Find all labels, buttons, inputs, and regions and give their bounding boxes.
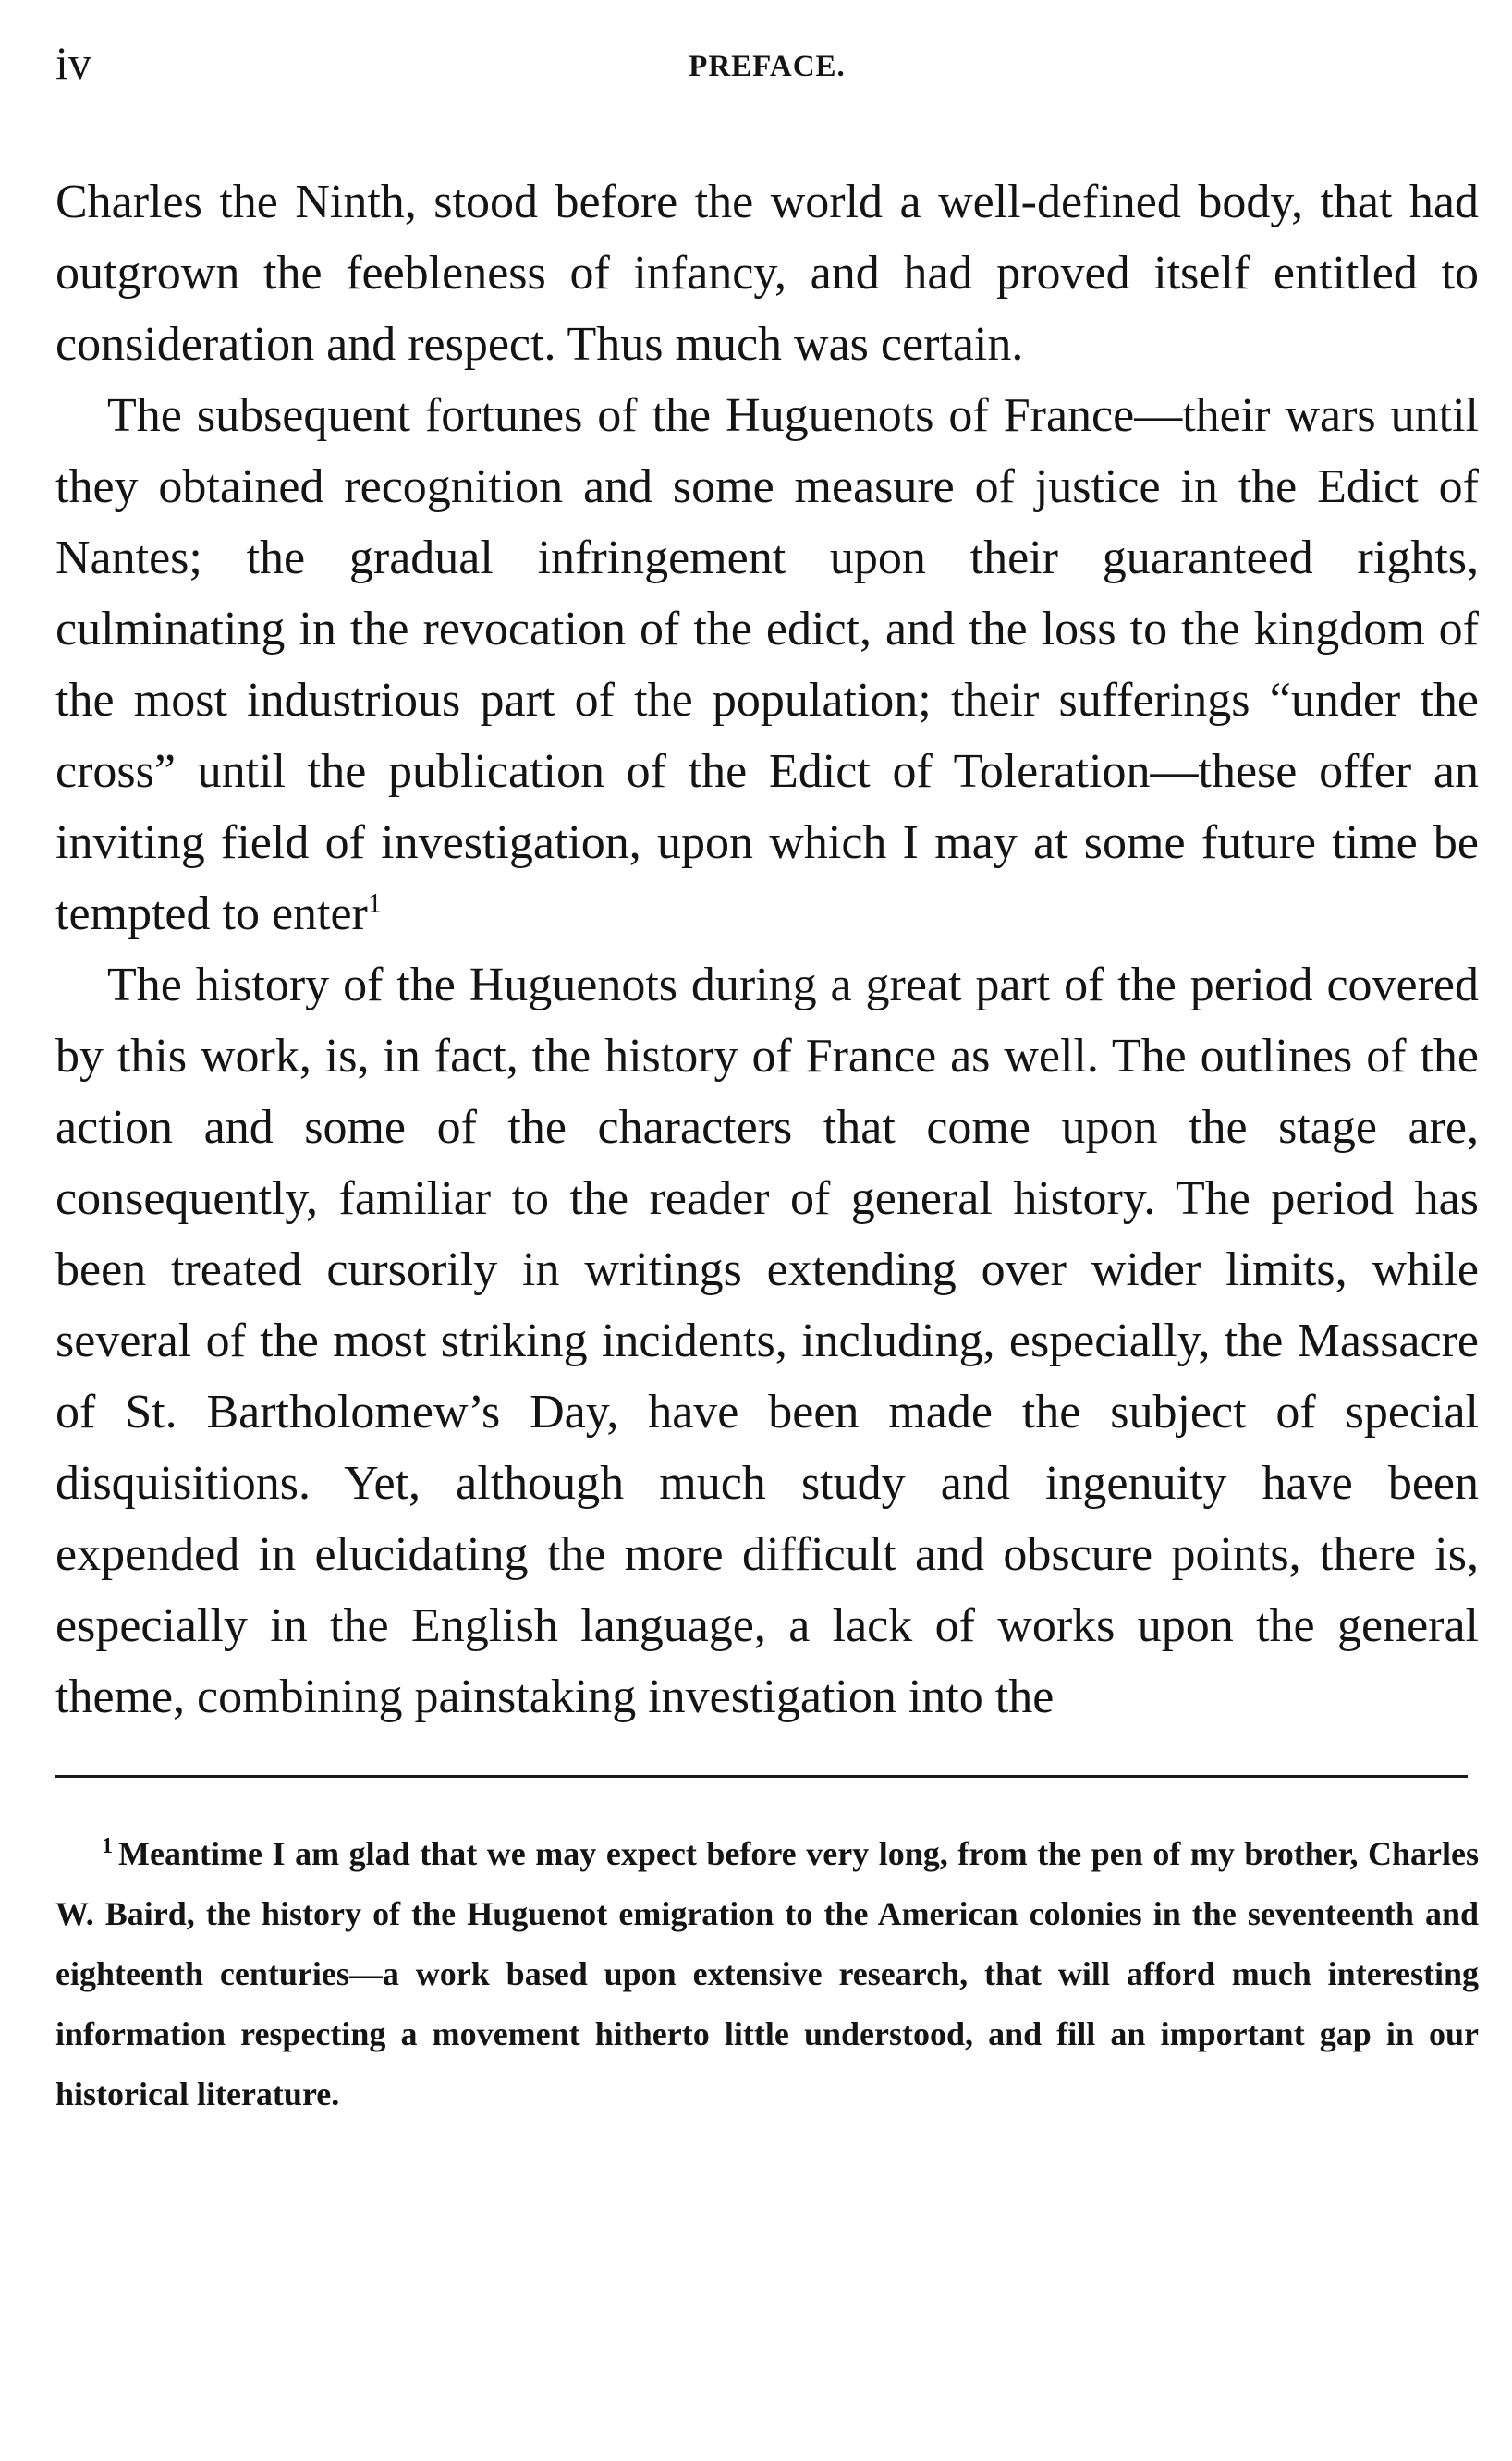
- footnote: [55, 1824, 1479, 2124]
- footnote-reference: 1: [367, 888, 382, 919]
- paragraph-1: [55, 166, 1479, 380]
- body-text: [55, 166, 1479, 1732]
- paragraph-2-text: The subsequent fortunes of the Huguenots of France—their wars until they obtained recognition and some measure of justice in the Edict of Nantes; the gradual infringement upon their guaranteed rights, culminating in the revocation of the edict, and the loss to the kingdom of the most industrious part of the population; their sufferings “under the cross” until the publication of the Edict of Toleration—these offer an inviting field of investigation, upon which I may at some future time be tempted to enter: [55, 389, 1479, 940]
- footnote-mark: 1: [102, 1834, 113, 1858]
- page-number: iv: [55, 37, 91, 89]
- paragraph-2: [55, 380, 1479, 949]
- footnote-text: Meantime I am glad that we may expect before very long, from the pen of my brother, Charles W. Baird, the history of the Huguenot emigration to the American colonies in the seventeenth and eighteenth centuries—a work based upon extensive research, that will afford much interesting information respecting a movement hitherto little understood, and fill an important gap in our historical literature.: [55, 1835, 1479, 2112]
- running-head: PREFACE.: [689, 50, 846, 83]
- footnote-divider: [55, 1775, 1468, 1778]
- page-header: [55, 35, 1479, 100]
- paragraph-3: [55, 949, 1479, 1732]
- paragraph-1-text: Charles the Ninth, stood before the world a well-defined body, that had outgrown the feebleness of infancy, and had proved itself entitled to consideration and respect. Thus much was certain.: [55, 176, 1479, 371]
- book-page: [55, 35, 1479, 2124]
- paragraph-3-text: The history of the Huguenots during a great part of the period covered by this work, is, in fact, the history of France as well. The outlines of the action and some of the characters that come upon the stage are, consequently, familiar to the reader of general history. The period has been treated cursorily in writings extending over wider limits, while several of the most striking incidents, including, especially, the Massacre of St. Bartholomew’s Day, have been made the subject of special disquisitions. Yet, although much study and ingenuity have been expended in elucidating the more difficult and obscure points, there is, especially in the English language, a lack of works upon the general theme, combining painstaking investigation into the: [55, 959, 1479, 1723]
